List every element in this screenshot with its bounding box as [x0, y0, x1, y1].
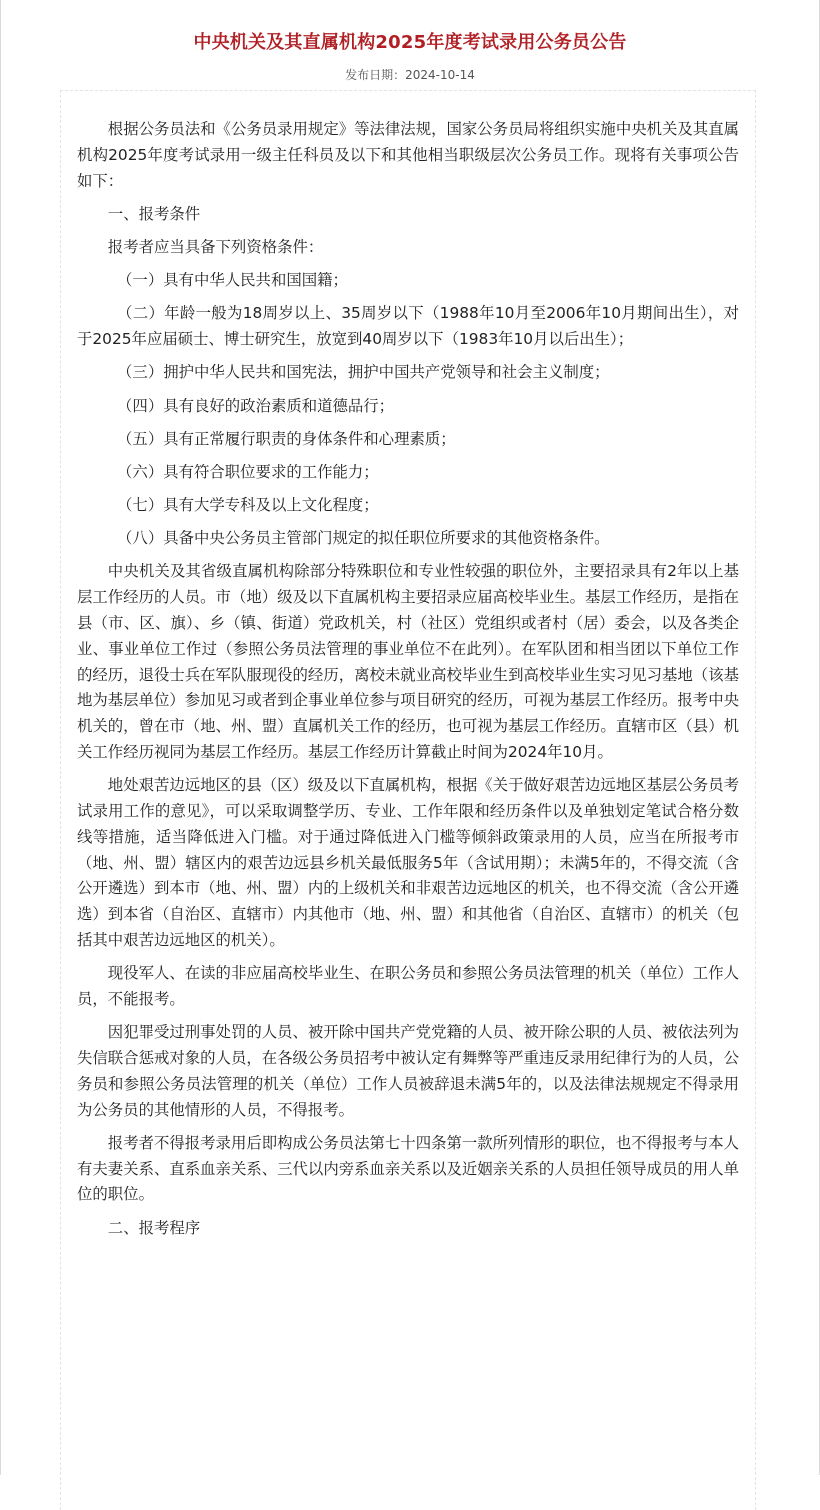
list-item: （三）拥护中华人民共和国宪法，拥护中国共产党领导和社会主义制度；: [117, 363, 610, 382]
paragraph: 中央机关及其省级直属机构除部分特殊职位和专业性较强的职位外，主要招录具有2年以上基层工作经历的人员。市（地）级及以下直属机构主要招录应届高校毕业生。基层工作经历，是指在县（市、区、旗）、乡（镇、街道）党政机关，村（社区）党组织或者村（居）委会，以及各类企业、事业单位工作过（参照公务员法管理的事业单位不在此列）。在军队团和相当团以下单位工作的经历，退役士兵在军队服现役的经历，离校未就业高校毕业生到高校毕业生实习见习基地（该基地为基层单位）参加见习或者到企事业单位参与项目研究的经历，可视为基层工作经历。报考中央机关的，曾在市（地、州、盟）直属机关工作的经历，也可视为基层工作经历。直辖市区（县）机关工作经历视同为基层工作经历。基层工作经历计算截止时间为2024年10月。: [77, 562, 739, 762]
page-title: 中央机关及其直属机构2025年度考试录用公务员公告: [193, 32, 627, 53]
list-item: （五）具有正常履行职责的身体条件和心理素质；: [117, 429, 456, 448]
publish-date-value: 2024-10-14: [405, 68, 475, 82]
list-item: （六）具有符合职位要求的工作能力；: [117, 462, 379, 481]
paragraph: 因犯罪受过刑事处罚的人员、被开除中国共产党党籍的人员、被开除公职的人员、被依法列为失信联合惩戒对象的人员，在各级公务员招考中被认定有舞弊等严重违反录用纪律行为的人员，公务员和参照公务员法管理的机关（单位）工作人员被辞退未满5年的，以及法律法规规定不得录用为公务员的其他情形的人员，不得报考。: [77, 1023, 739, 1119]
list-item: （八）具备中央公务员主管部门规定的拟任职位所要求的其他资格条件。: [117, 529, 610, 548]
paragraph: 地处艰苦边远地区的县（区）级及以下直属机构，根据《关于做好艰苦边远地区基层公务员考试录用工作的意见》，可以采取调整学历、专业、工作年限和经历条件以及单独划定笔试合格分数线等措施，适当降低进入门槛。对于通过降低进入门槛等倾斜政策录用的人员，应当在所报考市（地、州、盟）辖区内的艰苦边远县乡机关最低服务5年（含试用期）；未满5年的，不得交流（含公开遴选）到本市（地、州、盟）内的上级机关和非艰苦边远地区的机关，也不得交流（含公开遴选）到本省（自治区、直辖市）内其他市（地、州、盟）和其他省（自治区、直辖市）的机关（包括其中艰苦边远地区的机关）。: [77, 776, 739, 949]
page-edge-left: [0, 0, 1, 1475]
section-heading: 二、报考程序: [107, 1218, 201, 1237]
paragraph: 报考者应当具备下列资格条件：: [107, 237, 324, 256]
list-item: （一）具有中华人民共和国国籍；: [117, 271, 348, 290]
publish-date: [0, 66, 820, 83]
list-item: （四）具有良好的政治素质和道德品行；: [117, 396, 395, 415]
list-item: （七）具有大学专科及以上文化程度；: [117, 496, 379, 515]
paragraph: 根据公务员法和《公务员录用规定》等法律法规，国家公务员局将组织实施中央机关及其直属机构2025年度考试录用一级主任科员及以下和其他相当职级层次公务员工作。现将有关事项公告如下：: [77, 120, 739, 190]
publish-date-label: 发布日期：: [345, 68, 406, 82]
list-item: （二）年龄一般为18周岁以上、35周岁以下（1988年10月至2006年10月期间出生），对于2025年应届硕士、博士研究生，放宽到40周岁以下（1983年10月以后出生）；: [77, 304, 739, 349]
article-body: [60, 90, 756, 1510]
paragraph: 现役军人、在读的非应届高校毕业生、在职公务员和参照公务员法管理的机关（单位）工作人员，不能报考。: [77, 964, 739, 1008]
paragraph: 报考者不得报考录用后即构成公务员法第七十四条第一款所列情形的职位，也不得报考与本人有夫妻关系、直系血亲关系、三代以内旁系血亲关系以及近姻亲关系的人员担任领导成员的用人单位的职位。: [77, 1133, 739, 1204]
section-heading: 一、报考条件: [107, 204, 201, 223]
